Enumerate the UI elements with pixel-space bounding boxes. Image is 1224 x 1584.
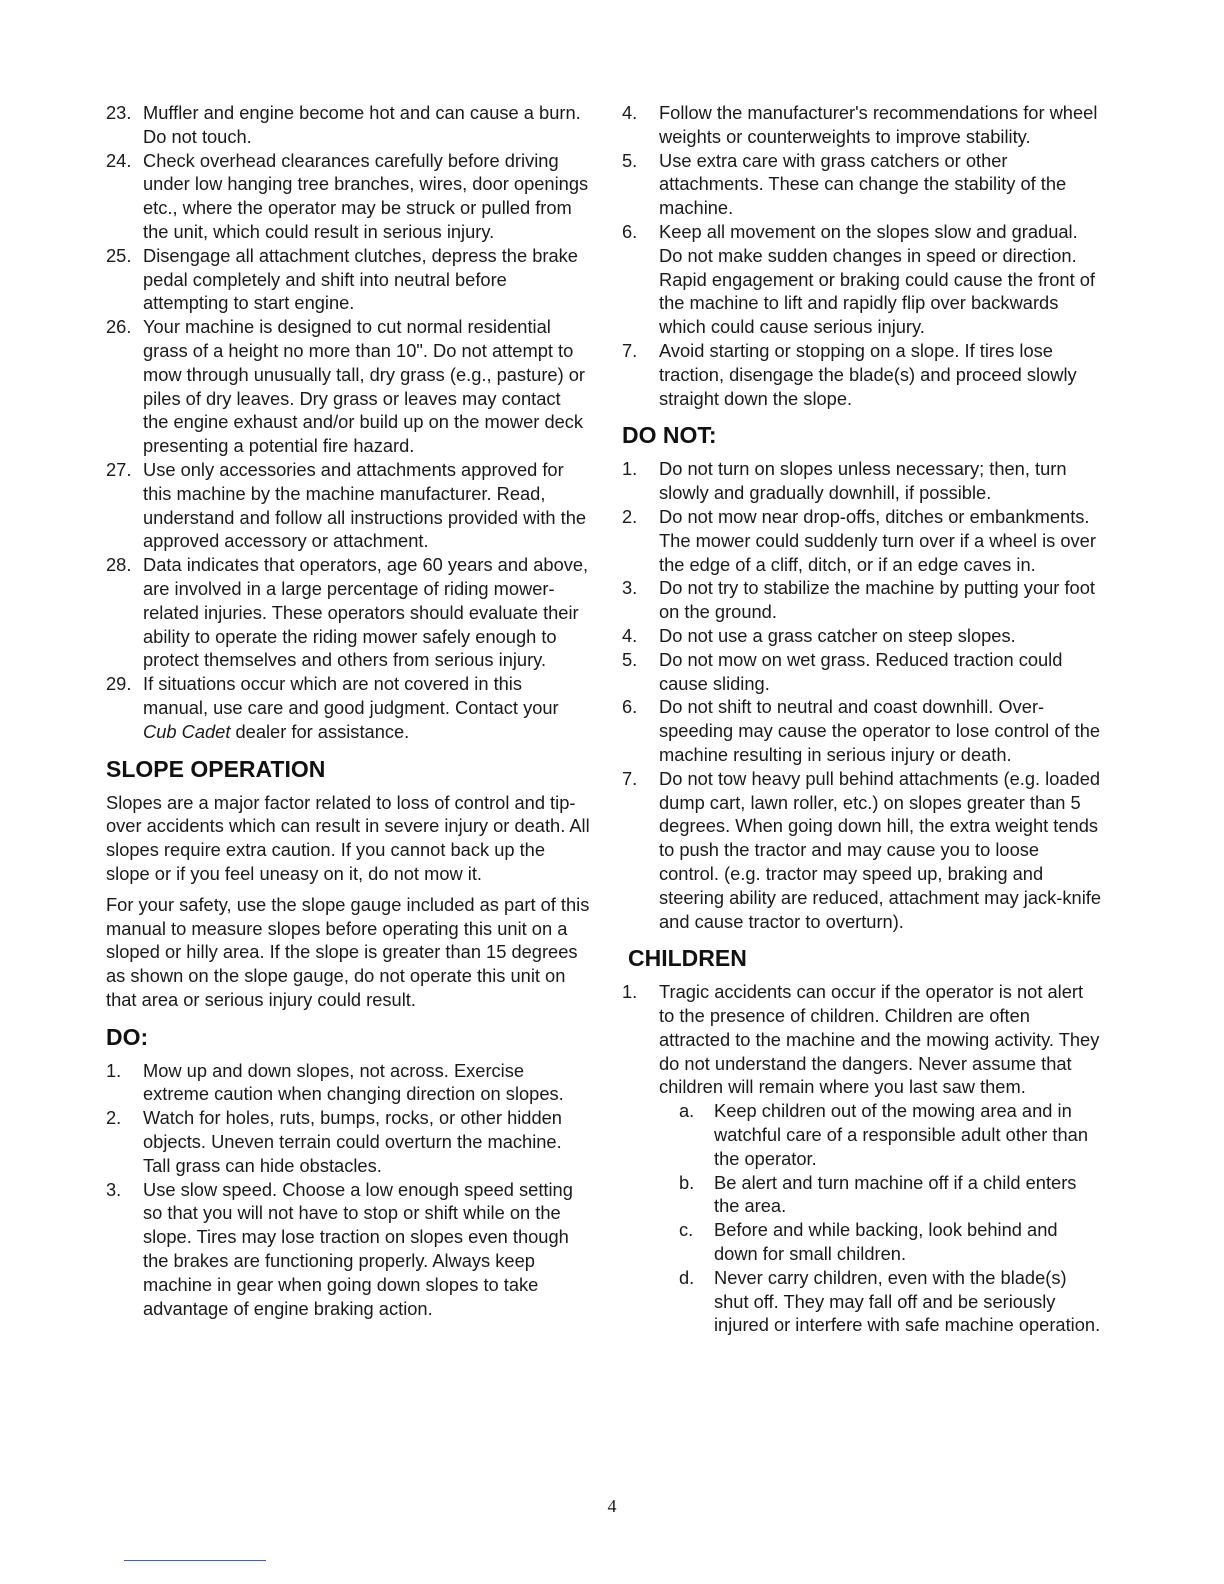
item-text: Use slow speed. Choose a low enough speed setting so that you will not have to stop or shift while on the slope. Tires may lose traction on slopes even though the brakes are functioning properly. Always keep machine in gear when going down slopes to take advantage of engine braking action. — [143, 1178, 573, 1319]
list-item — [106, 458, 590, 553]
item-number: 7. — [622, 339, 638, 361]
list-item — [106, 1178, 590, 1321]
item-text: Avoid starting or stopping on a slope. If tires lose traction, disengage the blade(s) and proceed slowly straight down the slope. — [659, 339, 1077, 409]
sub-list-item — [659, 1218, 1102, 1266]
item-number: 23. — [106, 102, 132, 123]
item-text: Muffler and engine become hot and can cause a burn. Do not touch. — [143, 102, 581, 147]
item-number: 1. — [106, 1059, 122, 1081]
sub-list-item — [659, 1266, 1102, 1337]
left-column — [106, 101, 590, 1320]
item-letter: c. — [679, 1219, 694, 1241]
slope-operation-heading: SLOPE OPERATION — [106, 755, 326, 782]
footer-divider — [124, 1560, 266, 1561]
item-text: Do not shift to neutral and coast downhill. Over-speeding may cause the operator to lose control of the machine resulting in serious injury or death. — [659, 696, 1101, 765]
item-number: 5. — [622, 149, 638, 171]
item-text: Do not mow near drop-offs, ditches or embankments. The mower could suddenly turn over if a wheel is over the edge of a cliff, ditch, or if an edge caves in. — [659, 505, 1096, 575]
item-text: Data indicates that operators, age 60 years and above, are involved in a large percentage of riding mower-related injuries. These operators should evaluate their ability to operate the riding mower safely enough to protect themselves and others from serious injury. — [143, 554, 589, 671]
list-item — [622, 695, 1102, 766]
item-text: Do not mow on wet grass. Reduced traction could cause sliding. — [659, 648, 1063, 694]
item-number: 1. — [622, 981, 638, 1003]
item-number: 3. — [106, 1178, 122, 1200]
do-not-heading: DO NOT: — [622, 422, 717, 449]
item-text-after: dealer for assistance. — [230, 720, 410, 742]
item-text: Do not tow heavy pull behind attachments (e.g. loaded dump cart, lawn roller, etc.) on slopes greater than 5 degrees. When going down hill, the extra weight tends to push the tractor and may cause you to loose control. (e.g. tractor may speed up, braking and steering ability are reduced, attachment may jack-knife and cause tractor to overturn). — [659, 767, 1102, 932]
list-item — [622, 339, 1102, 410]
item-text: Before and while backing, look behind and down for small children. — [714, 1219, 1058, 1265]
item-text: Your machine is designed to cut normal residential grass of a height no more than 10". Do not attempt to mow through unusually tall, dry grass (e.g., pasture) or piles of dry leaves. Dry grass or leaves may contact the engine exhaust and/or build up on the mower deck presenting a potential fire hazard. — [143, 316, 585, 457]
item-text: Mow up and down slopes, not across. Exercise extreme caution when changing direction on slopes. — [143, 1059, 564, 1105]
item-text: Follow the manufacturer's recommendations for wheel weights or counterweights to improve stability. — [659, 102, 1098, 147]
item-text: Never carry children, even with the blade(s) shut off. They may fall off and be seriously injured or interfere with safe machine operation. — [714, 1266, 1101, 1336]
list-item — [622, 457, 1102, 505]
list-item — [622, 767, 1102, 934]
item-number: 4. — [622, 102, 638, 123]
item-number: 6. — [622, 696, 638, 718]
item-letter: b. — [679, 1171, 695, 1193]
item-text: Keep all movement on the slopes slow and gradual. Do not make sudden changes in speed or direction. Rapid engagement or braking could cause the front of the machine to lift and rapidly flip over backwards which could cause serious injury. — [659, 220, 1095, 338]
item-number: 26. — [106, 316, 132, 338]
children-heading: CHILDREN — [628, 945, 747, 972]
slope-paragraph: Slopes are a major factor related to loss of control and tip-over accidents which can result in severe injury or death. All slopes require extra caution. If you cannot back up the slope or if you feel uneasy on it, do not mow it. — [106, 791, 590, 884]
brand-name: Cub Cadet — [143, 720, 231, 742]
item-letter: a. — [679, 1100, 695, 1122]
item-text: Tragic accidents can occur if the operator is not alert to the presence of children. Children are often attracted to the machine and the mowing activity. They do not understand the dangers. Never assume that children will remain where you last saw them. — [659, 981, 1100, 1098]
page-number: 4 — [607, 1496, 617, 1516]
list-item — [622, 576, 1102, 624]
list-item — [622, 624, 1102, 648]
item-text: Keep children out of the mowing area and in watchful care of a responsible adult other than the operator. — [714, 1100, 1088, 1169]
slope-gauge-paragraph: For your safety, use the slope gauge included as part of this manual to measure slopes before operating this unit on a sloped or hilly area. If the slope is greater than 15 degrees as shown on the slope gauge, do not operate this unit on that area or serious injury could result. — [106, 893, 590, 1010]
item-number: 29. — [106, 673, 132, 695]
item-text: Check overhead clearances carefully before driving under low hanging tree branches, wires, door openings etc., where the operator may be struck or pulled from the unit, which could result in serious injury. — [143, 149, 589, 242]
item-number: 6. — [622, 220, 638, 242]
list-item — [106, 315, 590, 458]
item-number: 1. — [622, 458, 638, 480]
item-number: 28. — [106, 554, 132, 576]
list-item — [106, 672, 590, 743]
item-text-before: If situations occur which are not covered in this manual, use care and good judgment. Contact your — [143, 673, 559, 718]
sub-list-item — [659, 1171, 1102, 1219]
item-number: 2. — [106, 1107, 122, 1129]
list-item — [622, 648, 1102, 696]
list-item — [622, 505, 1102, 576]
item-text: Do not turn on slopes unless necessary; then, turn slowly and gradually downhill, if possible. — [659, 458, 1067, 504]
item-text: Use only accessories and attachments approved for this machine by the machine manufacturer. Read, understand and follow all instructions provided with the approved accessory or attachment. — [143, 458, 587, 552]
list-item — [106, 101, 590, 149]
item-text: Watch for holes, ruts, bumps, rocks, or other hidden objects. Uneven terrain could overturn the machine. Tall grass can hide obstacles. — [143, 1107, 562, 1176]
list-item — [622, 980, 1102, 1099]
list-item — [622, 101, 1102, 149]
list-item — [106, 149, 590, 244]
item-letter: d. — [679, 1266, 695, 1288]
item-number: 4. — [622, 624, 638, 646]
item-text: Disengage all attachment clutches, depress the brake pedal completely and shift into neutral before attempting to start engine. — [143, 244, 578, 314]
list-item — [106, 1059, 590, 1107]
do-heading: DO: — [106, 1023, 149, 1050]
list-item — [106, 1106, 590, 1177]
item-text: Do not try to stabilize the machine by putting your foot on the ground. — [659, 577, 1095, 623]
item-number: 3. — [622, 577, 638, 599]
item-text: Be alert and turn machine off if a child enters the area. — [714, 1171, 1077, 1217]
item-number: 5. — [622, 648, 638, 670]
item-number: 24. — [106, 149, 132, 171]
item-number: 7. — [622, 767, 638, 789]
list-item — [106, 553, 590, 672]
item-text: Use extra care with grass catchers or other attachments. These can change the stability of the machine. — [659, 149, 1067, 219]
item-number: 27. — [106, 458, 132, 480]
item-text: Do not use a grass catcher on steep slopes. — [659, 624, 1016, 646]
sub-list-item — [659, 1099, 1102, 1170]
list-item — [622, 149, 1102, 220]
list-item — [106, 244, 590, 315]
list-item — [622, 220, 1102, 339]
item-number: 2. — [622, 505, 638, 527]
right-column — [622, 101, 1102, 1337]
item-number: 25. — [106, 244, 132, 266]
